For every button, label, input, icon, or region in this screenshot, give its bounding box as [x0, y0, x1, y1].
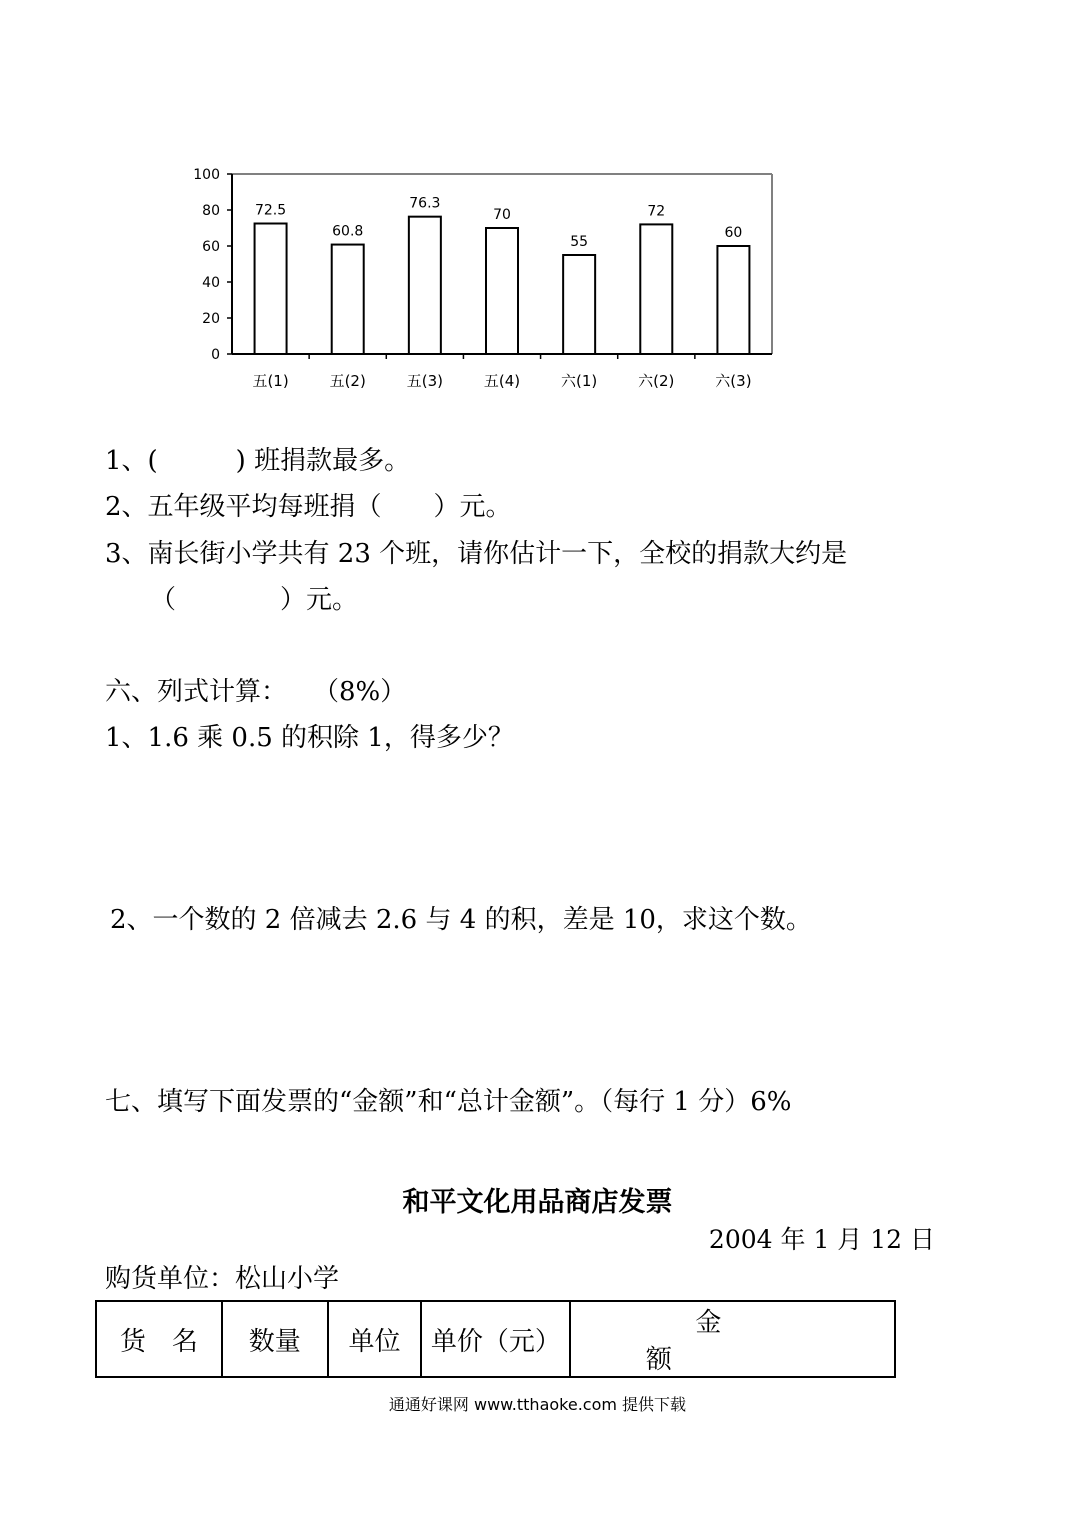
x-tick-label: 六(2) — [638, 372, 675, 390]
section-6-question-2: 2、一个数的 2 倍减去 2.6 与 4 的积，差是 10，求这个数。 — [110, 905, 812, 935]
bar-value-label: 70 — [493, 207, 511, 223]
bar — [409, 217, 441, 354]
bar — [255, 224, 287, 355]
header-quantity: 数量 — [222, 1301, 328, 1377]
bar — [332, 245, 364, 354]
header-amount-char-1: 金 — [695, 1308, 722, 1338]
invoice-title: 和平文化用品商店发票 — [402, 1187, 673, 1218]
footer-watermark: 通通好课网 www.tthaoke.com 提供下载 — [388, 1395, 687, 1414]
x-tick-label: 六(3) — [715, 372, 752, 390]
bar-value-label: 76.3 — [409, 195, 441, 212]
bar-value-label: 72 — [647, 203, 666, 220]
x-tick-label: 五(4) — [483, 372, 521, 390]
invoice-buyer: 购货单位：松山小学 — [105, 1264, 340, 1294]
bar — [563, 255, 595, 354]
y-tick-label: 40 — [202, 275, 220, 291]
bar-value-label: 60 — [724, 225, 743, 241]
header-unit-price: 单价（元） — [421, 1301, 570, 1377]
x-tick-label: 五(1) — [252, 372, 289, 390]
y-tick-label: 60 — [202, 239, 220, 255]
question-3: 3、南长街小学共有 23 个班，请你估计一下，全校的捐款大约是 — [105, 539, 848, 569]
x-tick-label: 五(3) — [406, 372, 443, 390]
question-3-answer: （ ）元。 — [150, 585, 359, 615]
bar — [717, 246, 749, 354]
bar — [640, 224, 672, 354]
header-amount-char-2: 额 — [645, 1345, 672, 1375]
y-tick-label: 0 — [211, 347, 220, 363]
question-1: 1、( ) 班捐款最多。 — [105, 446, 411, 476]
y-tick-label: 20 — [202, 311, 220, 327]
header-item-name: 货 名 — [96, 1301, 222, 1377]
question-2: 2、五年级平均每班捐（ ）元。 — [105, 492, 512, 522]
header-amount — [570, 1301, 895, 1377]
bar-chart — [180, 160, 800, 400]
bar-value-label: 55 — [570, 234, 589, 250]
invoice-header-row — [96, 1301, 895, 1377]
bar — [486, 228, 518, 354]
x-tick-label: 六(1) — [561, 372, 598, 390]
section-6-question-1: 1、1.6 乘 0.5 的积除 1，得多少？ — [105, 723, 514, 753]
bar-value-label: 60.8 — [332, 223, 364, 240]
header-unit: 单位 — [328, 1301, 422, 1377]
section-6-heading: 六、列式计算： （8%） — [105, 677, 407, 707]
x-tick-label: 五(2) — [329, 372, 366, 390]
y-tick-label: 100 — [193, 167, 220, 183]
invoice-date: 2004 年 1 月 12 日 — [708, 1225, 935, 1254]
bar-value-label: 72.5 — [254, 202, 287, 219]
y-tick-label: 80 — [202, 203, 220, 219]
section-7-heading: 七、填写下面发票的“金额”和“总计金额”。（每行 1 分）6% — [105, 1087, 792, 1117]
invoice-table — [95, 1300, 896, 1378]
